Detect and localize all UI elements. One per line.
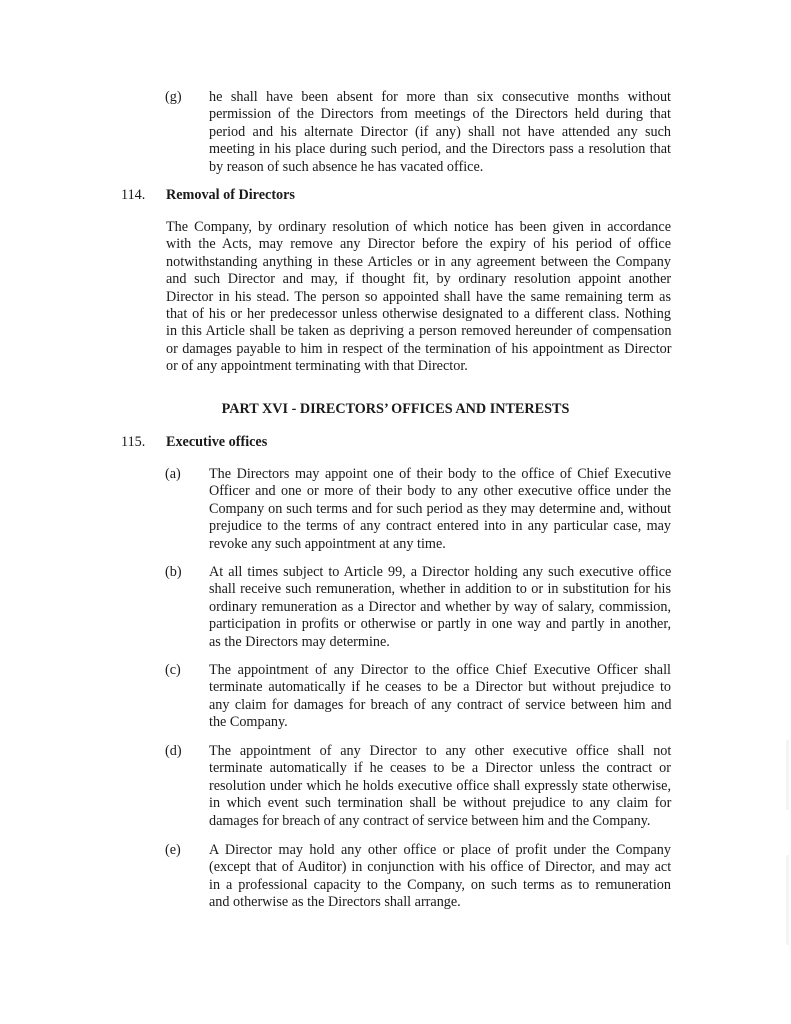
text-line: ordinary remuneration as a Director and whether by way of salary, commission, [209, 598, 671, 615]
clause-e-label: (e) [165, 842, 181, 858]
clause-b-text [209, 564, 671, 651]
text-line: (except that of Auditor) in conjunction with his office of Director, and may act [209, 859, 672, 876]
text-line: Officer and one or more of their body to any other executive office under the [209, 483, 671, 500]
text-line: period and his alternate Director (if any) shall not have attended any such [209, 123, 671, 140]
article-114-title: Removal of Directors [166, 187, 295, 203]
text-line: terminate automatically if he ceases to be a Director unless the contract or [209, 760, 671, 777]
text-line: notwithstanding anything in these Articles or in any agreement between the Company [166, 253, 671, 270]
text-line: and such Director and may, if thought fit, by ordinary resolution appoint another [166, 271, 672, 288]
text-line: prejudice to the terms of any contract entered into in any particular case, may [209, 518, 671, 535]
text-line: as the Directors may determine. [209, 633, 390, 650]
clause-g-text [209, 89, 671, 176]
text-line: The Company, by ordinary resolution of which notice has been given in accordance [166, 219, 671, 235]
text-line: Company on such terms and for such period as they may determine and, without [209, 500, 672, 517]
text-line: revoke any such appointment at any time. [209, 535, 446, 552]
text-line: The appointment of any Director to the office Chief Executive Officer shall [209, 662, 671, 678]
text-line: The Directors may appoint one of their body to the office of Chief Executive [209, 466, 671, 482]
clause-c-label: (c) [165, 662, 181, 678]
text-line: any claim for damages for breach of any contract of service between him and [209, 696, 672, 713]
text-line: with the Acts, may remove any Director before the expiry of his period of office [166, 236, 671, 253]
text-line: or of any appointment terminating with that Director. [166, 358, 468, 375]
part-heading: PART XVI - DIRECTORS’ OFFICES AND INTERESTS [221, 401, 570, 417]
scan-artifact [786, 855, 789, 945]
clause-a-label: (a) [165, 466, 181, 482]
text-line: that of his or her predecessor unless otherwise designated to a different class. Nothing [166, 306, 671, 323]
clause-c-text [209, 662, 671, 732]
text-line: terminate automatically if he ceases to be a Director but without prejudice to [209, 679, 671, 696]
clause-e-text [209, 842, 671, 912]
article-115-title: Executive offices [166, 434, 268, 450]
clause-b-label: (b) [165, 564, 182, 580]
text-line: or damages payable to him in respect of the termination of his appointment as Director [166, 340, 672, 357]
text-line: Director in his stead. The person so appointed shall have the same remaining term as [166, 288, 671, 305]
text-line: participation in profits or otherwise or partly in one way and partly in another, [209, 616, 672, 633]
text-line: At all times subject to Article 99, a Director holding any such executive office [209, 564, 672, 580]
text-line: in this Article shall be taken as depriving a person removed hereunder of compensation [166, 323, 672, 340]
text-line: shall receive such remuneration, whether in addition to or in substitution for his [209, 581, 671, 598]
clause-g-label: (g) [165, 89, 182, 105]
text-line: he shall have been absent for more than six consecutive months without [209, 89, 671, 105]
text-line: permission of the Directors from meetings of the Directors held during that [209, 106, 671, 123]
article-114-text [166, 219, 671, 376]
text-line: and otherwise as the Directors shall arrange. [209, 894, 461, 911]
text-line: resolution under which he holds executive office shall expressly state otherwise, [209, 777, 671, 794]
text-line: meeting in his place during such period, and the Directors pass a resolution that [209, 141, 671, 158]
clause-d-text [209, 743, 671, 830]
text-line: in a professional capacity to the Company, on such terms as to remuneration [209, 876, 671, 893]
clause-a-text [209, 466, 671, 553]
text-line: damages for breach of any contract of service between him and the Company. [209, 812, 651, 829]
text-line: in which event such termination shall be without prejudice to any claim for [209, 795, 672, 812]
scan-artifact [786, 740, 789, 810]
text-line: by reason of such absence he has vacated office. [209, 158, 484, 175]
article-115-number: 115. [121, 434, 146, 450]
text-line: The appointment of any Director to any other executive office shall not [209, 743, 672, 759]
article-114-number: 114. [121, 187, 146, 203]
text-line: A Director may hold any other office or place of profit under the Company [209, 842, 671, 858]
clause-d-label: (d) [165, 743, 182, 759]
text-line: the Company. [209, 714, 288, 731]
